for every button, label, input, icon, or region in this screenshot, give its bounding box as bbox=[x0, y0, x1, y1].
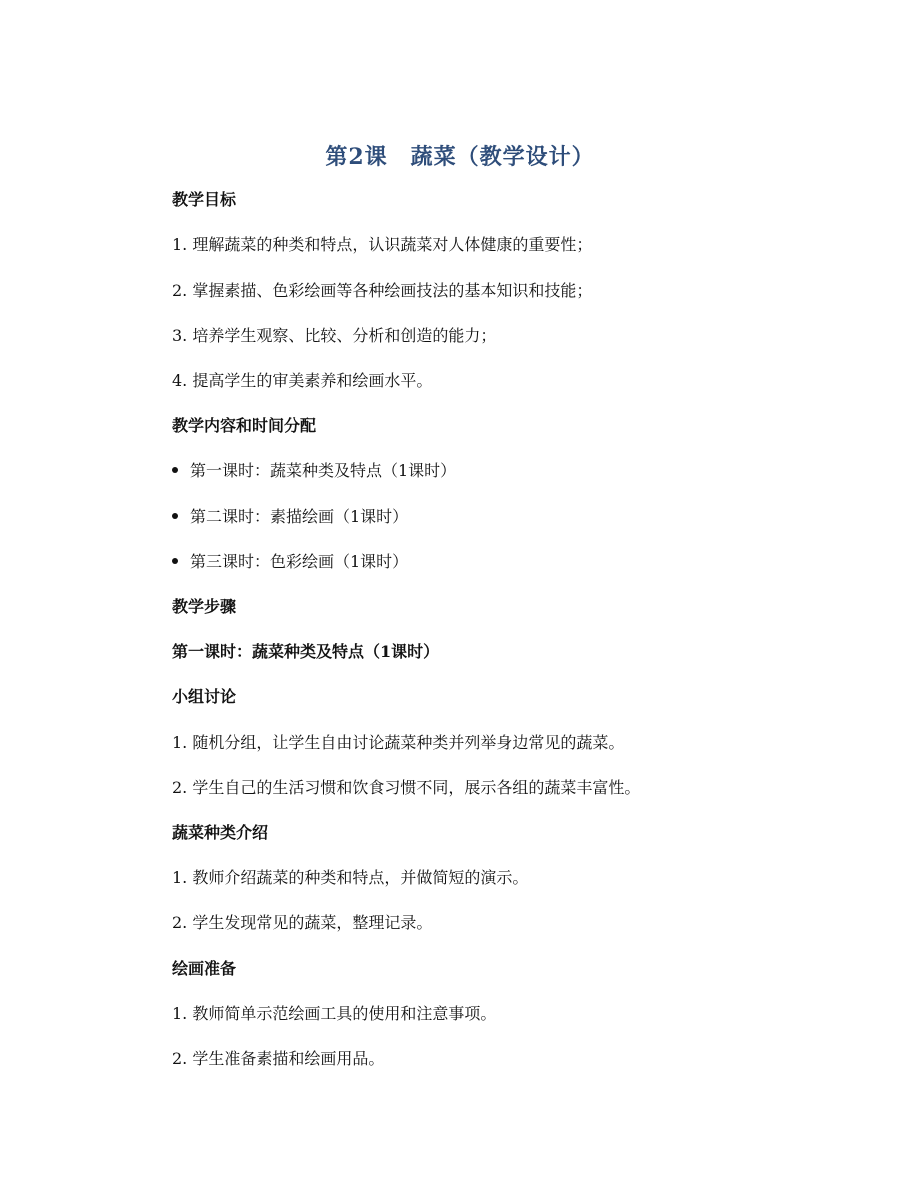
group-item: 1. 随机分组，让学生自由讨论蔬菜种类并列举身边常见的蔬菜。 bbox=[172, 733, 625, 752]
objective-item: 4. 提高学生的审美素养和绘画水平。 bbox=[172, 371, 433, 390]
lesson1-heading: 第一课时：蔬菜种类及特点（1课时） bbox=[172, 642, 440, 661]
steps-heading: 教学步骤 bbox=[172, 597, 237, 616]
intro-item: 2. 学生发现常见的蔬菜，整理记录。 bbox=[172, 913, 433, 932]
prep-item: 1. 教师简单示范绘画工具的使用和注意事项。 bbox=[172, 1004, 497, 1023]
group-item: 2. 学生自己的生活习惯和饮食习惯不同，展示各组的蔬菜丰富性。 bbox=[172, 778, 641, 797]
objective-item: 1. 理解蔬菜的种类和特点，认识蔬菜对人体健康的重要性； bbox=[172, 235, 593, 254]
intro-heading: 蔬菜种类介绍 bbox=[172, 823, 269, 842]
bullet-icon bbox=[172, 558, 178, 564]
content-item-text: 第三课时：色彩绘画（1课时） bbox=[190, 552, 409, 571]
bullet-icon bbox=[172, 467, 178, 473]
prep-item: 2. 学生准备素描和绘画用品。 bbox=[172, 1049, 385, 1068]
objectives-heading: 教学目标 bbox=[172, 190, 237, 209]
group-heading: 小组讨论 bbox=[172, 687, 237, 706]
document-title: 第2课 蔬菜（教学设计） bbox=[325, 144, 595, 170]
content-item-text: 第二课时：素描绘画（1课时） bbox=[190, 507, 409, 526]
prep-heading: 绘画准备 bbox=[172, 959, 237, 978]
content-list-item bbox=[172, 505, 408, 529]
content-item-text: 第一课时：蔬菜种类及特点（1课时） bbox=[190, 461, 457, 480]
objective-item: 2. 掌握素描、色彩绘画等各种绘画技法的基本知识和技能； bbox=[172, 281, 593, 300]
content-list-item bbox=[172, 459, 456, 483]
content-list-item bbox=[172, 550, 408, 574]
content-heading: 教学内容和时间分配 bbox=[172, 416, 317, 435]
bullet-icon bbox=[172, 513, 178, 519]
objective-item: 3. 培养学生观察、比较、分析和创造的能力； bbox=[172, 326, 497, 345]
intro-item: 1. 教师介绍蔬菜的种类和特点，并做简短的演示。 bbox=[172, 868, 529, 887]
